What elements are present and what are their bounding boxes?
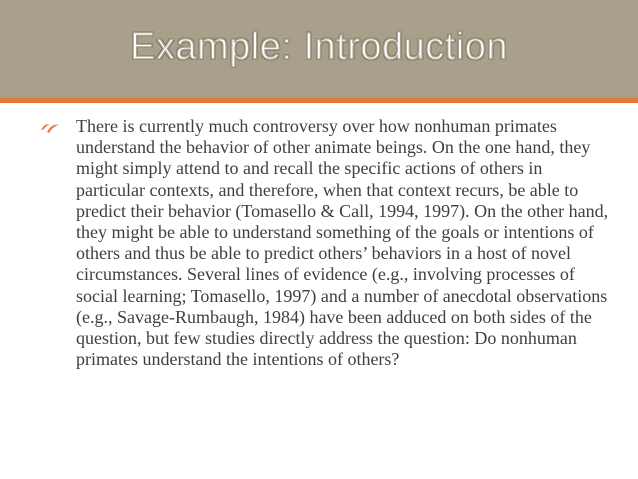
slide-title: Example: Introduction [129, 26, 509, 68]
bullet-text: There is currently much controversy over how nonhuman primates understand the behavior of other animate beings. On the one hand, they might simply attend to and recall the specific actions of others in particular contexts, and therefore, when that context recurs, be able to predict their behavior (Tomasello & Call, 1994, 1997). On the other hand, they might be able to understand something of the goals or intentions of others and thus be able to predict others’ behaviors in a host of novel circumstances. Several lines of evidence (e.g., involving processes of social learning; Tomasello, 1997) and a number of anecdotal observations (e.g., Savage-Rumbaugh, 1984) have been adduced on both sides of the question, but few studies directly address the question: Do nonhuman primates understand the intentions of others? [76, 116, 609, 370]
accent-divider [0, 98, 638, 103]
bullet-icon [40, 120, 60, 134]
bullet-item [40, 116, 615, 370]
title-bar [0, 0, 638, 98]
